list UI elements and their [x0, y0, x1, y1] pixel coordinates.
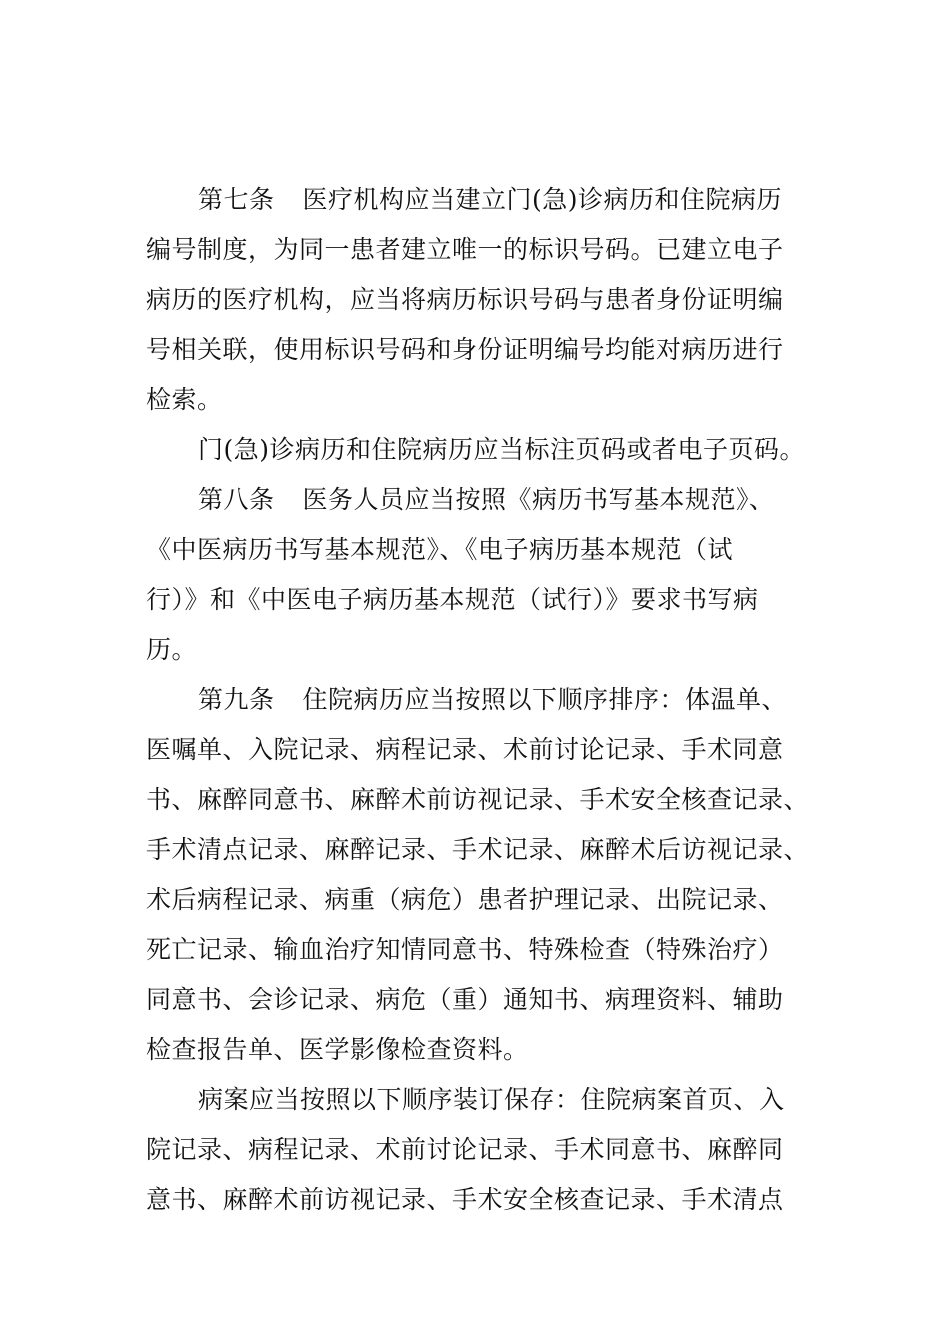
article-8-line-2: 《中医病历书写基本规范》、《电子病历基本规范（试 [146, 535, 734, 564]
article-7-line-1 [146, 175, 806, 225]
article-9-paragraph-2-line-2: 院记录、病程记录、术前讨论记录、手术同意书、麻醉同 [146, 1135, 784, 1164]
article-9-line-6: 死亡记录、输血治疗知情同意书、特殊检查（特殊治疗） [146, 935, 784, 964]
article-9-paragraph-2-line-1: 病案应当按照以下顺序装订保存：住院病案首页、入 [198, 1085, 785, 1114]
article-8-heading: 第八条 [198, 485, 275, 514]
document-body [146, 175, 810, 1225]
article-9-line-1 [146, 675, 806, 725]
article-9-paragraph-2-line-3: 意书、麻醉术前访视记录、手术安全核查记录、手术清点 [146, 1185, 784, 1214]
article-9-line-5: 术后病程记录、病重（病危）患者护理记录、出院记录、 [146, 885, 784, 914]
article-8-text: 医务人员应当按照《病历书写基本规范》、 [302, 485, 775, 514]
article-7-text: 医疗机构应当建立门(急)诊病历和住院病历 [302, 185, 783, 214]
article-9-line-3: 书、麻醉同意书、麻醉术前访视记录、手术安全核查记录、 [146, 785, 810, 814]
article-7-line-3: 病历的医疗机构，应当将病历标识号码与患者身份证明编 [146, 285, 784, 314]
article-9-heading: 第九条 [198, 685, 275, 714]
article-8-line-1 [146, 475, 806, 525]
article-9-line-8: 检查报告单、医学影像检查资料。 [146, 1035, 529, 1064]
article-8-line-3: 行）》和《中医电子病历基本规范（试行）》要求书写病 [146, 585, 759, 614]
article-7-line-5: 检索。 [146, 385, 223, 414]
article-9-line-7: 同意书、会诊记录、病危（重）通知书、病理资料、辅助 [146, 985, 784, 1014]
article-9-text: 住院病历应当按照以下顺序排序：体温单、 [302, 685, 788, 714]
article-9-line-4: 手术清点记录、麻醉记录、手术记录、麻醉术后访视记录、 [146, 835, 810, 864]
article-7-line-4: 号相关联，使用标识号码和身份证明编号均能对病历进行 [146, 335, 784, 364]
article-7-heading: 第七条 [198, 185, 275, 214]
article-7-line-2: 编号制度，为同一患者建立唯一的标识号码。已建立电子 [146, 235, 784, 264]
article-8-line-4: 历。 [146, 635, 198, 664]
article-9-line-2: 医嘱单、入院记录、病程记录、术前讨论记录、手术同意 [146, 735, 784, 764]
article-7-paragraph-2: 门(急)诊病历和住院病历应当标注页码或者电子页码。 [198, 435, 806, 464]
